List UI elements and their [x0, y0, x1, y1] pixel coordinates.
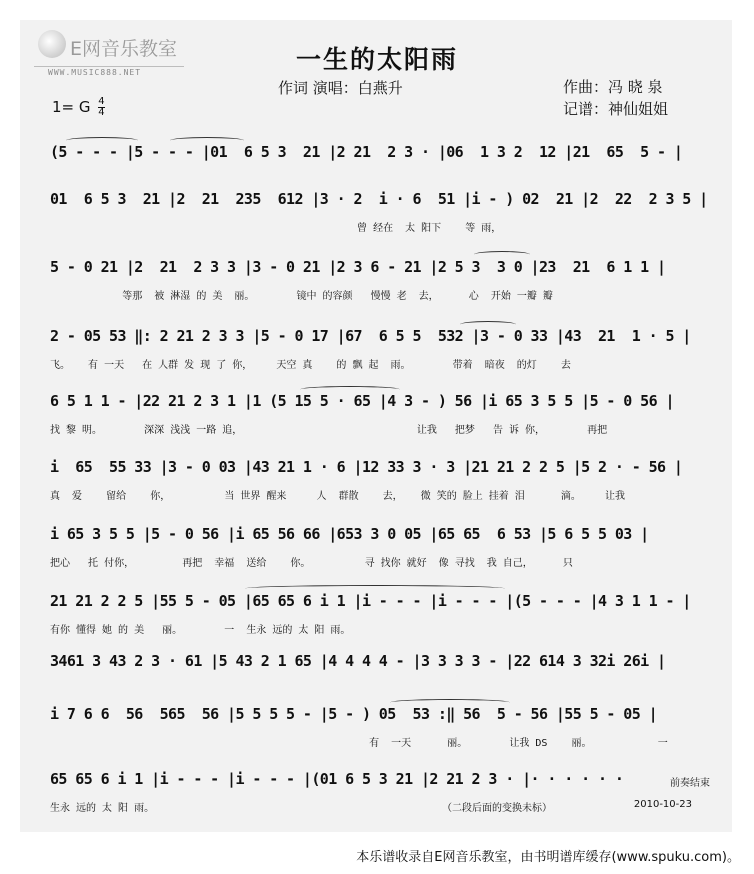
- meter-bottom: 4: [98, 107, 105, 118]
- slur: [460, 321, 516, 328]
- song-title: 一生的太阳雨: [295, 45, 458, 74]
- slur: [245, 585, 505, 592]
- notation-by: 记谱：神仙姐姐: [563, 100, 669, 118]
- time-signature: [98, 97, 104, 118]
- row-notes: 6 5 1 1 - |22 21 2 3 1 |1 (5 15 5 · 65 |4 3 - ) 56 |i 65 3 5 5 |5 - 0 56 |: [50, 392, 674, 410]
- row-notes: 65 65 6 i 1 |i - - - |i - - - |(01 6 5 3 21 |2 21 2 3 · |· · · · · ·: [50, 770, 624, 788]
- variation-note: （二段后面的变换未标）: [442, 803, 552, 814]
- row-lyrics: 有你 懂得 她 的 美 丽。 一 生永 远的 太 阳 雨。: [50, 625, 351, 636]
- row-lyrics: 等那 被 淋湿 的 美 丽。 镜中 的容颜 慢慢 老 去， 心 开始 一瓣 瓣: [50, 291, 553, 302]
- footer-credit: 本乐谱收录自E网音乐教室，由书明谱库缓存(www.spuku.com)。: [356, 850, 740, 865]
- slur: [300, 386, 400, 393]
- row-notes: 01 6 5 3 21 |2 21 235 612 |3 · 2 i · 6 51 |i - ) 02 21 |2 22 2 3 5 |: [50, 190, 708, 208]
- key-label: 1= G: [52, 98, 91, 116]
- slur: [390, 699, 510, 706]
- row-notes: 3461 3 43 2 3 · 61 |5 43 2 1 65 |4 4 4 4 - |3 3 3 3 - |22 614 3 32i 26i |: [50, 652, 666, 670]
- row-notes: 21 21 2 2 5 |55 5 - 05 |65 65 6 i 1 |i - - - |i - - - |(5 - - - |4 3 1 1 - |: [50, 592, 691, 610]
- row-lyrics: 曾 经在 太 阳下 等 雨，: [50, 223, 502, 234]
- row-lyrics: 有 一天 丽。 让我 DS 丽。 一: [50, 738, 668, 749]
- row-notes: 5 - 0 21 |2 21 2 3 3 |3 - 0 21 |2 3 6 - 21 |2 5 3 3 0 |23 21 6 1 1 |: [50, 258, 666, 276]
- row-notes: i 65 3 5 5 |5 - 0 56 |i 65 56 66 |653 3 0 05 |65 65 6 53 |5 6 5 5 03 |: [50, 525, 649, 543]
- row-lyrics: 生永 远的 太 阳 雨。: [50, 803, 155, 814]
- row-notes: i 65 55 33 |3 - 0 03 |43 21 1 · 6 |12 33 3 · 3 |21 21 2 2 5 |5 2 · - 56 |: [50, 458, 683, 476]
- lyricist-singer: 作词 演唱：白燕升: [278, 79, 403, 97]
- slur: [474, 251, 530, 258]
- row-lyrics: 找 黎 明。 深深 浅浅 一路 追， 让我 把梦 告 诉 你， 再把: [50, 425, 608, 436]
- row-lyrics: 飞。 有 一天 在 人群 发 现 了 你， 天空 真 的 飘 起 雨。 带着 暗夜 的灯 去: [50, 360, 571, 371]
- composer: 作曲：冯 晓 泉: [563, 78, 663, 96]
- meter-top: 4: [98, 96, 105, 107]
- logo-url: WWW.MUSIC888.NET: [48, 68, 142, 77]
- row-notes: 2 - 05 53 ‖: 2 21 2 3 3 |5 - 0 17 |67 6 5 5 532 |3 - 0 33 |43 21 1 · 5 |: [50, 327, 691, 345]
- key-signature: [52, 97, 105, 118]
- date-stamp: 2010-10-23: [633, 799, 692, 810]
- row-lyrics: 把心 托 付你， 再把 幸福 送给 你。 寻 找你 就好 像 寻找 我 自己， 只: [50, 558, 573, 569]
- row-notes: (5 - - - |5 - - - |01 6 5 3 21 |2 21 2 3 · |06 1 3 2 12 |21 65 5 - |: [50, 143, 683, 161]
- row-notes: i 7 6 6 56 565 56 |5 5 5 5 - |5 - ) 05 53 :‖ 56 5 - 56 |55 5 - 05 |: [50, 705, 658, 723]
- row-lyrics: 真 爱 留给 你， 当 世界 醒来 人 群散 去， 微 笑的 脸上 挂着 泪 滴。 让我: [50, 491, 626, 502]
- slur: [66, 137, 138, 144]
- logo-name: E网音乐教室: [70, 38, 178, 60]
- intro-end-marker: 前奏结束: [670, 778, 710, 789]
- slur: [170, 137, 244, 144]
